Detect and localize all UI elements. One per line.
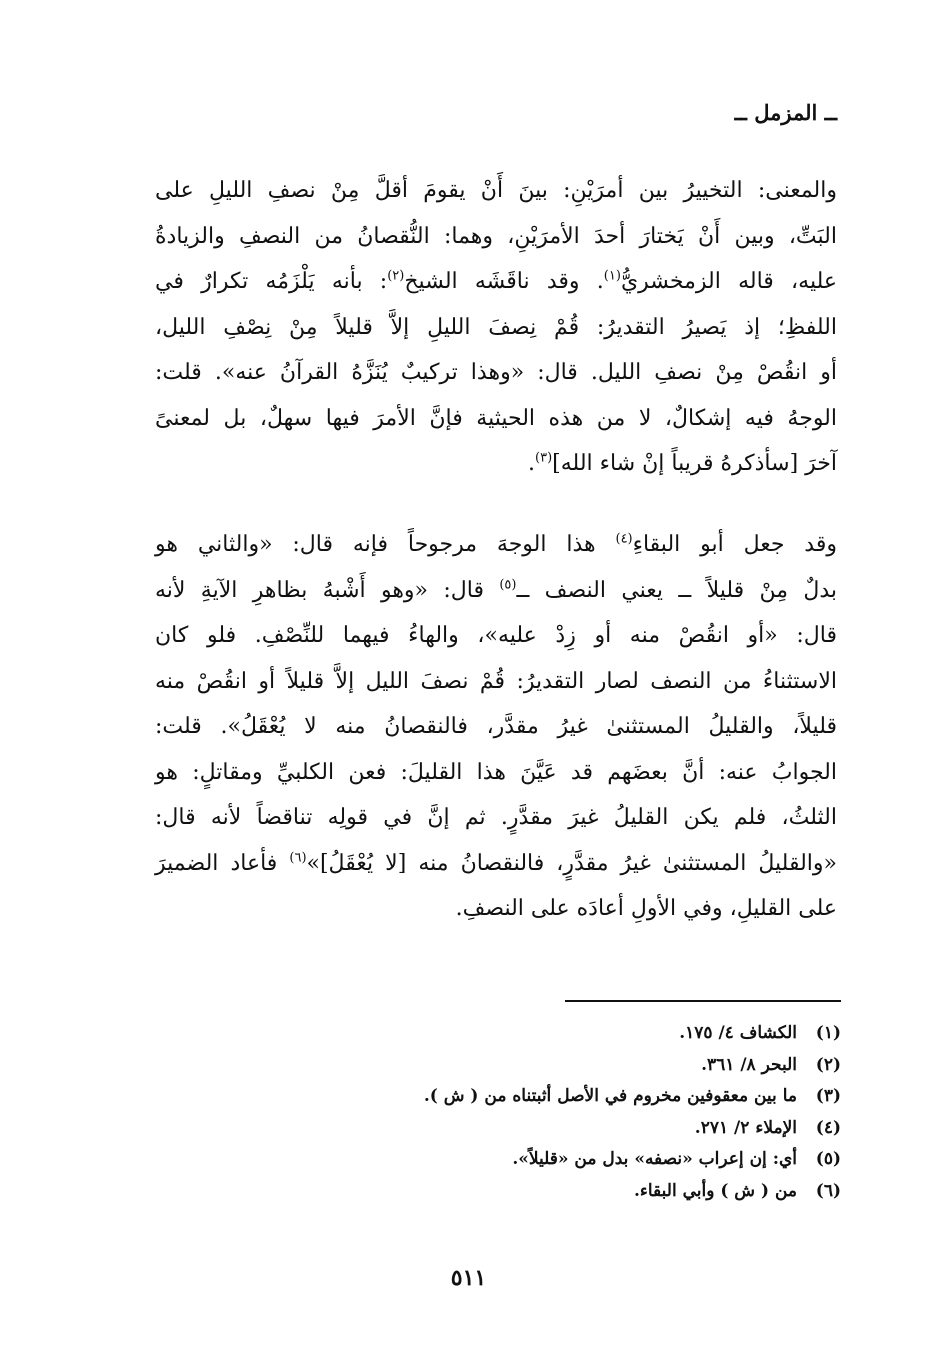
text-line: آخرَ [سأذكرهُ قريباً إنْ شاء الله]$^{(٣)}$. bbox=[528, 450, 837, 476]
running-head: ــ المزمل ــ bbox=[734, 100, 837, 125]
footnote-item bbox=[140, 1113, 841, 1145]
footnote-text: البحر ٨/ ٣٦١. bbox=[701, 1054, 797, 1075]
footnote-number: (٤) bbox=[815, 1117, 841, 1138]
footnote-ref: (٢) bbox=[387, 268, 405, 284]
paragraph-1 bbox=[155, 168, 837, 487]
paragraph-2 bbox=[155, 522, 837, 932]
footnote-item bbox=[140, 1176, 841, 1208]
footnote-text: من ( ش ) وأبي البقاء. bbox=[633, 1180, 797, 1201]
text-line: اللفظِ؛ إذ يَصيرُ التقديرُ: قُمْ نِصفَ الليلِ إلاَّ قليلاً مِنْ نِصْفِ الليل، bbox=[155, 314, 837, 340]
text-line: البَتِّ، وبين أَنْ يَختارَ أحدَ الأمرَيْنِ، وهما: النُّقصانُ من النصفِ والزيادةُ bbox=[155, 223, 837, 249]
footnote-ref: (٣) bbox=[535, 450, 553, 466]
text-line: قليلاً، والقليلُ المستثنىٰ غيرُ مقدَّر، فالنقصانُ منه لا يُعْقَلُ». قلت: bbox=[155, 714, 837, 739]
text-line: الثلثُ، فلم يكن القليلُ غيرَ مقدَّرٍ. ثم إنَّ في قولِه تناقضاً لأنه قال: bbox=[155, 805, 837, 830]
footnote-number: (١) bbox=[815, 1023, 841, 1043]
footnote-text: ما بين معقوفين مخروم في الأصل أثبتناه من ( ش ). bbox=[423, 1086, 797, 1106]
text-line: على القليلِ، وفي الأولِ أعادَه على النصفِ. bbox=[455, 896, 837, 921]
footnote-item bbox=[140, 1018, 841, 1050]
footnote-ref: (٥) bbox=[499, 577, 517, 593]
text-line: الوجهُ فيه إشكالٌ، لا من هذه الحيثية فإنَّ الأمرَ فيها سهلٌ، بل لمعنىً bbox=[155, 405, 837, 431]
text-line: «والقليلُ المستثنىٰ غيرُ مقدَّرٍ، فالنقصانُ منه [لا يُعْقَلُ]»$^{(٦)}$ فأعاد الضميرَ bbox=[155, 850, 837, 876]
page-number: ٥١١ bbox=[450, 1265, 487, 1291]
text-line: وقد جعل أبو البقاءِ$^{(٤)}$ هذا الوجهَ مرجوحاً فإنه قال: «والثاني هو bbox=[155, 531, 837, 557]
text-line: عليه، قاله الزمخشريُّ$^{(١)}$. وقد ناقَشَه الشيخ$^{(٢)}$: بأنه يَلْزَمُه تكرارٌ في bbox=[155, 268, 837, 294]
footnote-separator bbox=[565, 1000, 841, 1002]
footnote-text: الكشاف ٤/ ١٧٥. bbox=[679, 1023, 797, 1043]
footnote-item bbox=[140, 1050, 841, 1082]
text-line: والمعنى: التخييرُ بين أمرَيْنِ: بينَ أَنْ يقومَ أقلَّ مِنْ نصفِ الليلِ على bbox=[155, 178, 837, 203]
footnote-item bbox=[140, 1081, 841, 1113]
text-line: الجوابُ عنه: أنَّ بعضَهم قد عَيَّنَ هذا القليلَ: فعن الكلبيِّ ومقاتلٍ: هو bbox=[155, 759, 837, 785]
footnote-ref: (٦) bbox=[289, 850, 307, 866]
footnote-item bbox=[140, 1144, 841, 1176]
footnote-text: أي: إن إعراب «نصفه» بدل من «قليلاً». bbox=[512, 1149, 797, 1169]
text-line: الاستثناءُ من النصف لصار التقديرُ: قُمْ نصفَ الليل إلاَّ قليلاً أو انقُصْ منه bbox=[155, 668, 837, 694]
footnotes bbox=[140, 1018, 841, 1207]
footnote-number: (٦) bbox=[815, 1180, 841, 1201]
footnote-ref: (٤) bbox=[615, 531, 633, 547]
footnote-number: (٥) bbox=[815, 1149, 841, 1169]
text-line: قال: «أو انقُصْ منه أو زِدْ عليه»، والهاءُ فيهما للنِّصْفِ. فلو كان bbox=[155, 623, 837, 648]
footnote-ref: (١) bbox=[603, 268, 621, 284]
footnote-number: (٣) bbox=[815, 1086, 841, 1106]
footnote-text: الإملاء ٢/ ٢٧١. bbox=[694, 1117, 797, 1138]
footnote-number: (٢) bbox=[815, 1054, 841, 1075]
text-line: أو انقُصْ مِنْ نصفِ الليل. قال: «وهذا تركيبٌ يُنَزَّهُ القرآنُ عنه». قلت: bbox=[155, 360, 837, 385]
text-line: بدلٌ مِنْ قليلاً ــ يعني النصف ــ$^{(٥)}$ قال: «وهو أَشْبهُ بظاهرِ الآيةِ لأنه bbox=[155, 577, 838, 603]
